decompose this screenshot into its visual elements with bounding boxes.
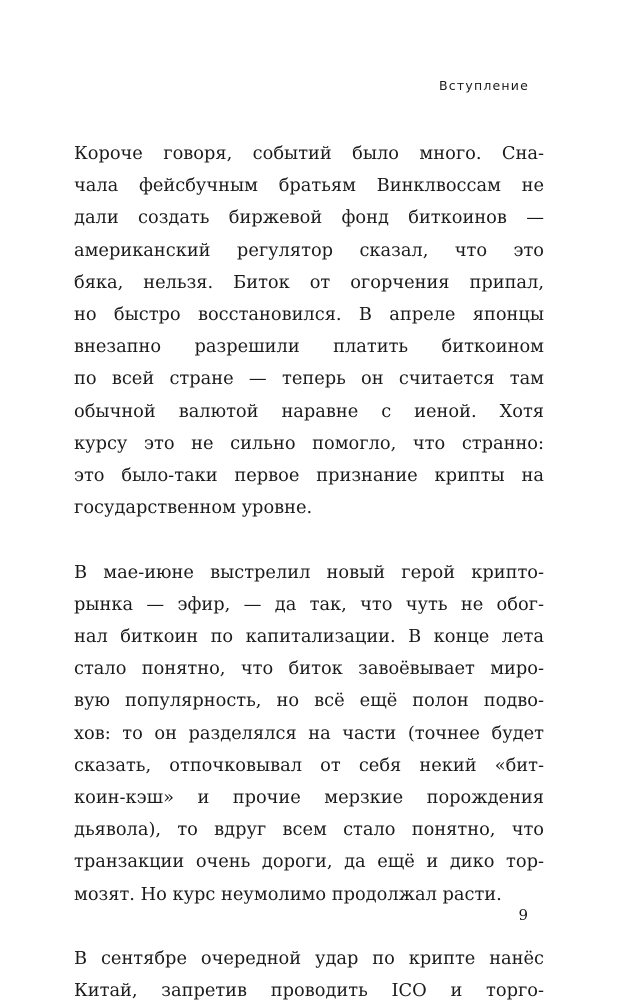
text-line: Китай, запретив проводить ICO и торго- bbox=[74, 980, 544, 1002]
text-line: по всей стране — теперь он считается там bbox=[74, 368, 544, 390]
text-line: мозят. Но курс неумолимо продолжал расти. bbox=[74, 883, 502, 905]
text-line: американский регулятор сказал, что это bbox=[74, 239, 544, 261]
text-line: это было-таки первое признание крипты на bbox=[74, 465, 544, 487]
running-header: Вступление bbox=[439, 78, 529, 93]
text-line: транзакции очень дороги, да ещё и дико тор- bbox=[74, 851, 544, 873]
text-line: чала фейсбучным братьям Винклвоссам не bbox=[74, 175, 544, 197]
text-line: рынка — эфир, — да так, что чуть не обог- bbox=[74, 593, 544, 615]
text-line: дьявола), то вдруг всем стало понятно, что bbox=[74, 819, 544, 841]
text-line: хов: то он разделялся на части (точнее будет bbox=[74, 722, 544, 744]
text-line: В мае-июне выстрелил новый герой крипто- bbox=[74, 561, 544, 583]
text-line: стало понятно, что биток завоёвывает миро- bbox=[74, 658, 544, 680]
text-line: коин-кэш» и прочие мерзкие порождения bbox=[74, 787, 544, 809]
text-line: государственном уровне. bbox=[74, 497, 313, 519]
text-line: но быстро восстановился. В апреле японцы bbox=[74, 304, 544, 326]
text-line: внезапно разрешили платить биткоином bbox=[74, 336, 544, 358]
page-number: 9 bbox=[518, 906, 528, 924]
paragraph-2 bbox=[74, 557, 544, 911]
paragraph-1 bbox=[74, 138, 544, 524]
text-line: сказать, отпочковывал от себя некий «бит- bbox=[74, 754, 544, 776]
text-line: В сентябре очередной удар по крипте нанёс bbox=[74, 948, 544, 970]
page-body bbox=[74, 138, 544, 1007]
text-line: обычной валютой наравне с иеной. Хотя bbox=[74, 400, 544, 422]
text-line: дали создать биржевой фонд биткоинов — bbox=[74, 207, 544, 229]
text-line: вую популярность, но всё ещё полон подво- bbox=[74, 690, 544, 712]
text-line: нал биткоин по капитализации. В конце лета bbox=[74, 626, 544, 648]
text-line: курсу это не сильно помогло, что странно: bbox=[74, 432, 544, 454]
text-line: Короче говоря, событий было много. Сна- bbox=[74, 143, 544, 164]
paragraph-3 bbox=[74, 943, 544, 1007]
text-line: бяка, нельзя. Биток от огорчения припал, bbox=[74, 271, 544, 293]
